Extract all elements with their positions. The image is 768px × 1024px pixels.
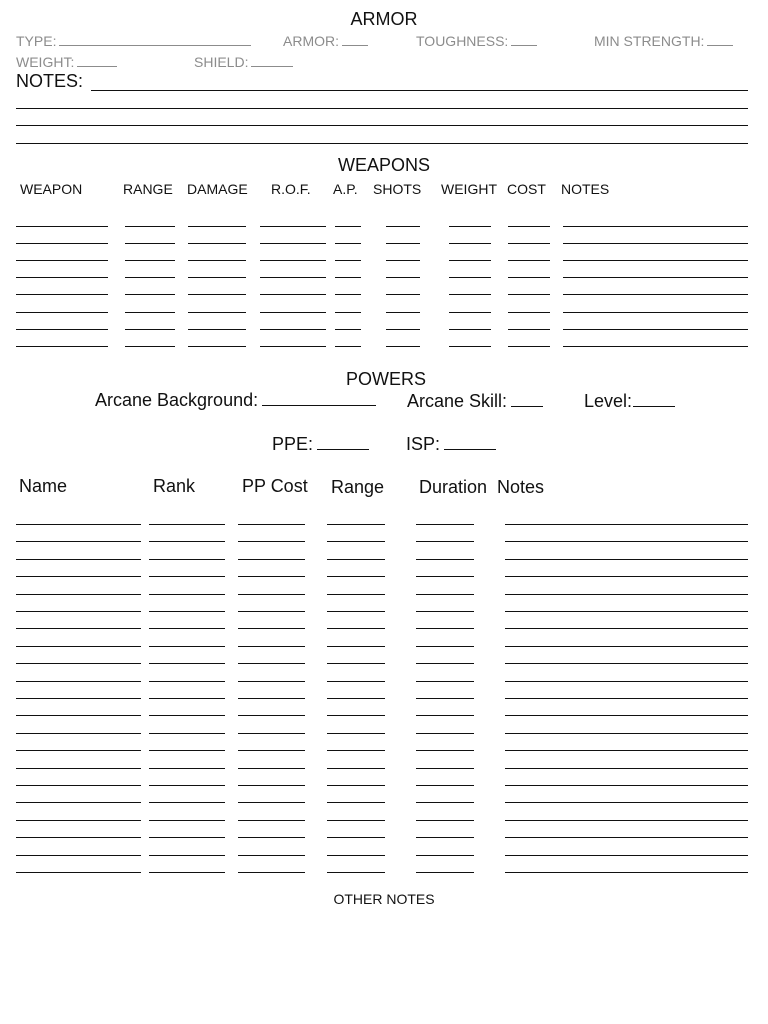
shield-blank[interactable] <box>251 54 293 67</box>
arcane-skill-blank[interactable] <box>511 392 543 407</box>
weapons-header-shots: SHOTS <box>373 181 422 197</box>
power-range-blank[interactable] <box>327 855 385 856</box>
min-strength-label: MIN STRENGTH: <box>594 33 705 49</box>
weapon-damage-blank[interactable] <box>188 277 246 278</box>
powers-header-pp-cost: PP Cost <box>242 476 308 496</box>
power-range-blank[interactable] <box>327 750 385 751</box>
weapon-cost-blank[interactable] <box>508 312 550 313</box>
toughness-label: TOUGHNESS: <box>416 33 509 49</box>
power-pp-cost-blank[interactable] <box>238 646 305 647</box>
weapon-shots-blank[interactable] <box>386 243 420 244</box>
weapon-range-blank[interactable] <box>125 226 175 227</box>
power-rank-blank[interactable] <box>149 594 225 595</box>
weapon-cost-blank[interactable] <box>508 277 550 278</box>
power-duration-blank[interactable] <box>416 768 474 769</box>
weapons-header-cost: COST <box>507 181 546 197</box>
power-range-blank[interactable] <box>327 768 385 769</box>
armor-notes-line[interactable] <box>16 143 748 144</box>
level-field[interactable] <box>584 391 675 412</box>
weapon-ap-blank[interactable] <box>335 226 361 227</box>
power-pp-cost-blank[interactable] <box>238 594 305 595</box>
power-name-blank[interactable] <box>16 594 141 595</box>
power-pp-cost-blank[interactable] <box>238 611 305 612</box>
weapons-header-weight: WEIGHT <box>441 181 497 197</box>
power-notes-blank[interactable] <box>505 611 748 612</box>
weapon-weapon-blank[interactable] <box>16 312 108 313</box>
power-notes-blank[interactable] <box>505 872 748 873</box>
power-pp-cost-blank[interactable] <box>238 628 305 629</box>
weight-blank[interactable] <box>77 54 117 67</box>
weapon-notes-blank[interactable] <box>563 312 748 313</box>
armor-type-label: TYPE: <box>16 33 57 49</box>
weapon-rof-blank[interactable] <box>260 312 326 313</box>
power-pp-cost-blank[interactable] <box>238 785 305 786</box>
isp-blank[interactable] <box>444 435 496 450</box>
weapon-notes-blank[interactable] <box>563 260 748 261</box>
power-notes-blank[interactable] <box>505 785 748 786</box>
weapon-damage-blank[interactable] <box>188 243 246 244</box>
power-range-blank[interactable] <box>327 820 385 821</box>
armor-notes-label: NOTES: <box>16 71 84 91</box>
weight-field[interactable] <box>16 54 117 70</box>
power-notes-blank[interactable] <box>505 733 748 734</box>
armor-type-blank[interactable] <box>59 33 251 46</box>
power-duration-blank[interactable] <box>416 872 474 873</box>
weapon-shots-blank[interactable] <box>386 329 420 330</box>
weapon-range-blank[interactable] <box>125 243 175 244</box>
weapon-ap-blank[interactable] <box>335 243 361 244</box>
power-name-blank[interactable] <box>16 733 141 734</box>
weapon-weapon-blank[interactable] <box>16 294 108 295</box>
weapon-weight-blank[interactable] <box>449 277 491 278</box>
power-duration-blank[interactable] <box>416 698 474 699</box>
power-notes-blank[interactable] <box>505 768 748 769</box>
weapon-weight-blank[interactable] <box>449 294 491 295</box>
power-notes-blank[interactable] <box>505 628 748 629</box>
weapon-cost-blank[interactable] <box>508 260 550 261</box>
power-notes-blank[interactable] <box>505 837 748 838</box>
power-name-blank[interactable] <box>16 820 141 821</box>
power-range-blank[interactable] <box>327 576 385 577</box>
power-duration-blank[interactable] <box>416 628 474 629</box>
weapon-rof-blank[interactable] <box>260 260 326 261</box>
weapons-title: WEAPONS <box>337 155 430 175</box>
power-rank-blank[interactable] <box>149 715 225 716</box>
weapon-notes-blank[interactable] <box>563 243 748 244</box>
weapon-shots-blank[interactable] <box>386 260 420 261</box>
power-name-blank[interactable] <box>16 837 141 838</box>
power-notes-blank[interactable] <box>505 594 748 595</box>
weapon-range-blank[interactable] <box>125 277 175 278</box>
shield-label: SHIELD: <box>194 54 249 70</box>
power-name-blank[interactable] <box>16 559 141 560</box>
power-name-blank[interactable] <box>16 646 141 647</box>
power-rank-blank[interactable] <box>149 820 225 821</box>
weapon-weapon-blank[interactable] <box>16 260 108 261</box>
min-strength-blank[interactable] <box>707 33 733 46</box>
power-name-blank[interactable] <box>16 768 141 769</box>
power-pp-cost-blank[interactable] <box>238 802 305 803</box>
power-rank-blank[interactable] <box>149 855 225 856</box>
power-duration-blank[interactable] <box>416 681 474 682</box>
weapon-cost-blank[interactable] <box>508 243 550 244</box>
power-name-blank[interactable] <box>16 611 141 612</box>
power-notes-blank[interactable] <box>505 681 748 682</box>
weapon-shots-blank[interactable] <box>386 346 420 347</box>
weapon-weight-blank[interactable] <box>449 260 491 261</box>
power-notes-blank[interactable] <box>505 559 748 560</box>
weapons-header-range: RANGE <box>123 181 173 197</box>
weapon-shots-blank[interactable] <box>386 294 420 295</box>
power-pp-cost-blank[interactable] <box>238 698 305 699</box>
power-notes-blank[interactable] <box>505 802 748 803</box>
weapon-rof-blank[interactable] <box>260 277 326 278</box>
weapon-rof-blank[interactable] <box>260 226 326 227</box>
power-range-blank[interactable] <box>327 646 385 647</box>
power-range-blank[interactable] <box>327 785 385 786</box>
power-rank-blank[interactable] <box>149 663 225 664</box>
level-blank[interactable] <box>633 392 675 407</box>
weapon-notes-blank[interactable] <box>563 294 748 295</box>
weight-label: WEIGHT: <box>16 54 75 70</box>
power-name-blank[interactable] <box>16 715 141 716</box>
power-rank-blank[interactable] <box>149 802 225 803</box>
power-range-blank[interactable] <box>327 802 385 803</box>
power-rank-blank[interactable] <box>149 750 225 751</box>
power-duration-blank[interactable] <box>416 646 474 647</box>
weapon-weight-blank[interactable] <box>449 346 491 347</box>
power-pp-cost-blank[interactable] <box>238 524 305 525</box>
power-duration-blank[interactable] <box>416 594 474 595</box>
isp-field[interactable] <box>406 434 496 455</box>
power-notes-blank[interactable] <box>505 541 748 542</box>
armor-notes-line[interactable] <box>16 108 748 109</box>
power-pp-cost-blank[interactable] <box>238 541 305 542</box>
level-label: Level: <box>584 391 633 411</box>
weapons-header-notes: NOTES <box>561 181 610 197</box>
power-notes-blank[interactable] <box>505 698 748 699</box>
powers-header-duration: Duration <box>419 477 488 497</box>
power-rank-blank[interactable] <box>149 646 225 647</box>
weapon-weight-blank[interactable] <box>449 329 491 330</box>
weapon-weapon-blank[interactable] <box>16 346 108 347</box>
powers-header-rank: Rank <box>153 476 196 496</box>
power-notes-blank[interactable] <box>505 715 748 716</box>
weapon-ap-blank[interactable] <box>335 329 361 330</box>
power-rank-blank[interactable] <box>149 628 225 629</box>
weapon-damage-blank[interactable] <box>188 294 246 295</box>
ppe-label: PPE: <box>272 434 314 454</box>
weapon-notes-blank[interactable] <box>563 277 748 278</box>
weapon-range-blank[interactable] <box>125 260 175 261</box>
power-duration-blank[interactable] <box>416 802 474 803</box>
other-notes-title: OTHER NOTES <box>333 891 435 907</box>
power-range-blank[interactable] <box>327 524 385 525</box>
power-duration-blank[interactable] <box>416 785 474 786</box>
power-rank-blank[interactable] <box>149 524 225 525</box>
weapon-shots-blank[interactable] <box>386 312 420 313</box>
power-duration-blank[interactable] <box>416 611 474 612</box>
power-name-blank[interactable] <box>16 872 141 873</box>
power-range-blank[interactable] <box>327 628 385 629</box>
power-rank-blank[interactable] <box>149 541 225 542</box>
weapon-weight-blank[interactable] <box>449 226 491 227</box>
min-strength-field[interactable] <box>594 33 733 49</box>
weapon-ap-blank[interactable] <box>335 260 361 261</box>
power-range-blank[interactable] <box>327 663 385 664</box>
power-range-blank[interactable] <box>327 715 385 716</box>
power-pp-cost-blank[interactable] <box>238 576 305 577</box>
weapon-range-blank[interactable] <box>125 294 175 295</box>
weapons-header-damage: DAMAGE <box>187 181 248 197</box>
power-pp-cost-blank[interactable] <box>238 681 305 682</box>
power-notes-blank[interactable] <box>505 663 748 664</box>
weapon-weapon-blank[interactable] <box>16 329 108 330</box>
weapon-cost-blank[interactable] <box>508 226 550 227</box>
arcane-background-blank[interactable] <box>262 391 376 406</box>
power-rank-blank[interactable] <box>149 559 225 560</box>
power-pp-cost-blank[interactable] <box>238 768 305 769</box>
armor-value-field[interactable] <box>283 33 368 49</box>
power-duration-blank[interactable] <box>416 715 474 716</box>
power-pp-cost-blank[interactable] <box>238 733 305 734</box>
power-range-blank[interactable] <box>327 611 385 612</box>
power-range-blank[interactable] <box>327 559 385 560</box>
power-duration-blank[interactable] <box>416 733 474 734</box>
shield-field[interactable] <box>194 54 293 70</box>
power-name-blank[interactable] <box>16 855 141 856</box>
power-range-blank[interactable] <box>327 681 385 682</box>
weapon-weight-blank[interactable] <box>449 312 491 313</box>
weapon-range-blank[interactable] <box>125 346 175 347</box>
power-pp-cost-blank[interactable] <box>238 559 305 560</box>
power-pp-cost-blank[interactable] <box>238 820 305 821</box>
powers-header-range: Range <box>331 477 385 497</box>
armor-value-label: ARMOR: <box>283 33 339 49</box>
weapon-weapon-blank[interactable] <box>16 243 108 244</box>
power-range-blank[interactable] <box>327 872 385 873</box>
power-pp-cost-blank[interactable] <box>238 715 305 716</box>
weapons-header-rof: R.O.F. <box>271 181 311 197</box>
armor-title: ARMOR <box>350 9 418 29</box>
ppe-blank[interactable] <box>317 435 369 450</box>
weapon-ap-blank[interactable] <box>335 277 361 278</box>
toughness-blank[interactable] <box>511 33 537 46</box>
power-duration-blank[interactable] <box>416 837 474 838</box>
power-pp-cost-blank[interactable] <box>238 663 305 664</box>
weapon-cost-blank[interactable] <box>508 329 550 330</box>
armor-notes-line[interactable] <box>91 90 748 91</box>
power-range-blank[interactable] <box>327 594 385 595</box>
power-name-blank[interactable] <box>16 802 141 803</box>
weapon-notes-blank[interactable] <box>563 329 748 330</box>
weapon-cost-blank[interactable] <box>508 346 550 347</box>
power-range-blank[interactable] <box>327 837 385 838</box>
power-name-blank[interactable] <box>16 698 141 699</box>
power-rank-blank[interactable] <box>149 733 225 734</box>
ppe-field[interactable] <box>272 434 369 455</box>
arcane-background-field[interactable] <box>95 390 376 411</box>
power-notes-blank[interactable] <box>505 820 748 821</box>
power-rank-blank[interactable] <box>149 576 225 577</box>
power-name-blank[interactable] <box>16 681 141 682</box>
weapon-weapon-blank[interactable] <box>16 277 108 278</box>
power-duration-blank[interactable] <box>416 663 474 664</box>
weapon-damage-blank[interactable] <box>188 329 246 330</box>
power-rank-blank[interactable] <box>149 611 225 612</box>
power-range-blank[interactable] <box>327 733 385 734</box>
arcane-skill-label: Arcane Skill: <box>407 391 508 411</box>
power-duration-blank[interactable] <box>416 541 474 542</box>
power-rank-blank[interactable] <box>149 872 225 873</box>
power-rank-blank[interactable] <box>149 785 225 786</box>
weapon-ap-blank[interactable] <box>335 346 361 347</box>
arcane-skill-field[interactable] <box>407 391 543 412</box>
power-range-blank[interactable] <box>327 698 385 699</box>
arcane-background-label: Arcane Background: <box>95 390 259 410</box>
power-rank-blank[interactable] <box>149 698 225 699</box>
weapon-shots-blank[interactable] <box>386 226 420 227</box>
power-name-blank[interactable] <box>16 576 141 577</box>
power-pp-cost-blank[interactable] <box>238 872 305 873</box>
power-duration-blank[interactable] <box>416 855 474 856</box>
power-notes-blank[interactable] <box>505 524 748 525</box>
power-range-blank[interactable] <box>327 541 385 542</box>
weapon-range-blank[interactable] <box>125 329 175 330</box>
power-notes-blank[interactable] <box>505 646 748 647</box>
power-notes-blank[interactable] <box>505 576 748 577</box>
weapon-damage-blank[interactable] <box>188 226 246 227</box>
weapons-header-ap: A.P. <box>333 181 358 197</box>
weapon-rof-blank[interactable] <box>260 346 326 347</box>
weapon-damage-blank[interactable] <box>188 312 246 313</box>
armor-type-field[interactable] <box>16 33 251 49</box>
weapon-rof-blank[interactable] <box>260 329 326 330</box>
power-duration-blank[interactable] <box>416 559 474 560</box>
powers-title: POWERS <box>345 369 426 389</box>
power-duration-blank[interactable] <box>416 524 474 525</box>
weapon-ap-blank[interactable] <box>335 294 361 295</box>
weapon-damage-blank[interactable] <box>188 260 246 261</box>
weapons-header-weapon: WEAPON <box>20 181 83 197</box>
weapon-range-blank[interactable] <box>125 312 175 313</box>
power-notes-blank[interactable] <box>505 750 748 751</box>
power-name-blank[interactable] <box>16 750 141 751</box>
power-name-blank[interactable] <box>16 663 141 664</box>
power-name-blank[interactable] <box>16 524 141 525</box>
weapon-notes-blank[interactable] <box>563 226 748 227</box>
power-rank-blank[interactable] <box>149 837 225 838</box>
weapon-notes-blank[interactable] <box>563 346 748 347</box>
power-pp-cost-blank[interactable] <box>238 855 305 856</box>
power-notes-blank[interactable] <box>505 855 748 856</box>
powers-header-notes: Notes <box>497 477 545 497</box>
powers-header-name: Name <box>19 476 68 496</box>
weapon-weapon-blank[interactable] <box>16 226 108 227</box>
weapon-weight-blank[interactable] <box>449 243 491 244</box>
armor-value-blank[interactable] <box>342 33 368 46</box>
armor-notes-line[interactable] <box>16 125 748 126</box>
power-duration-blank[interactable] <box>416 750 474 751</box>
power-rank-blank[interactable] <box>149 681 225 682</box>
power-rank-blank[interactable] <box>149 768 225 769</box>
weapon-shots-blank[interactable] <box>386 277 420 278</box>
power-pp-cost-blank[interactable] <box>238 837 305 838</box>
weapon-damage-blank[interactable] <box>188 346 246 347</box>
power-duration-blank[interactable] <box>416 820 474 821</box>
toughness-field[interactable] <box>416 33 537 49</box>
weapon-ap-blank[interactable] <box>335 312 361 313</box>
power-name-blank[interactable] <box>16 628 141 629</box>
power-name-blank[interactable] <box>16 785 141 786</box>
power-duration-blank[interactable] <box>416 576 474 577</box>
weapon-rof-blank[interactable] <box>260 294 326 295</box>
power-name-blank[interactable] <box>16 541 141 542</box>
weapon-cost-blank[interactable] <box>508 294 550 295</box>
isp-label: ISP: <box>406 434 441 454</box>
power-pp-cost-blank[interactable] <box>238 750 305 751</box>
weapon-rof-blank[interactable] <box>260 243 326 244</box>
